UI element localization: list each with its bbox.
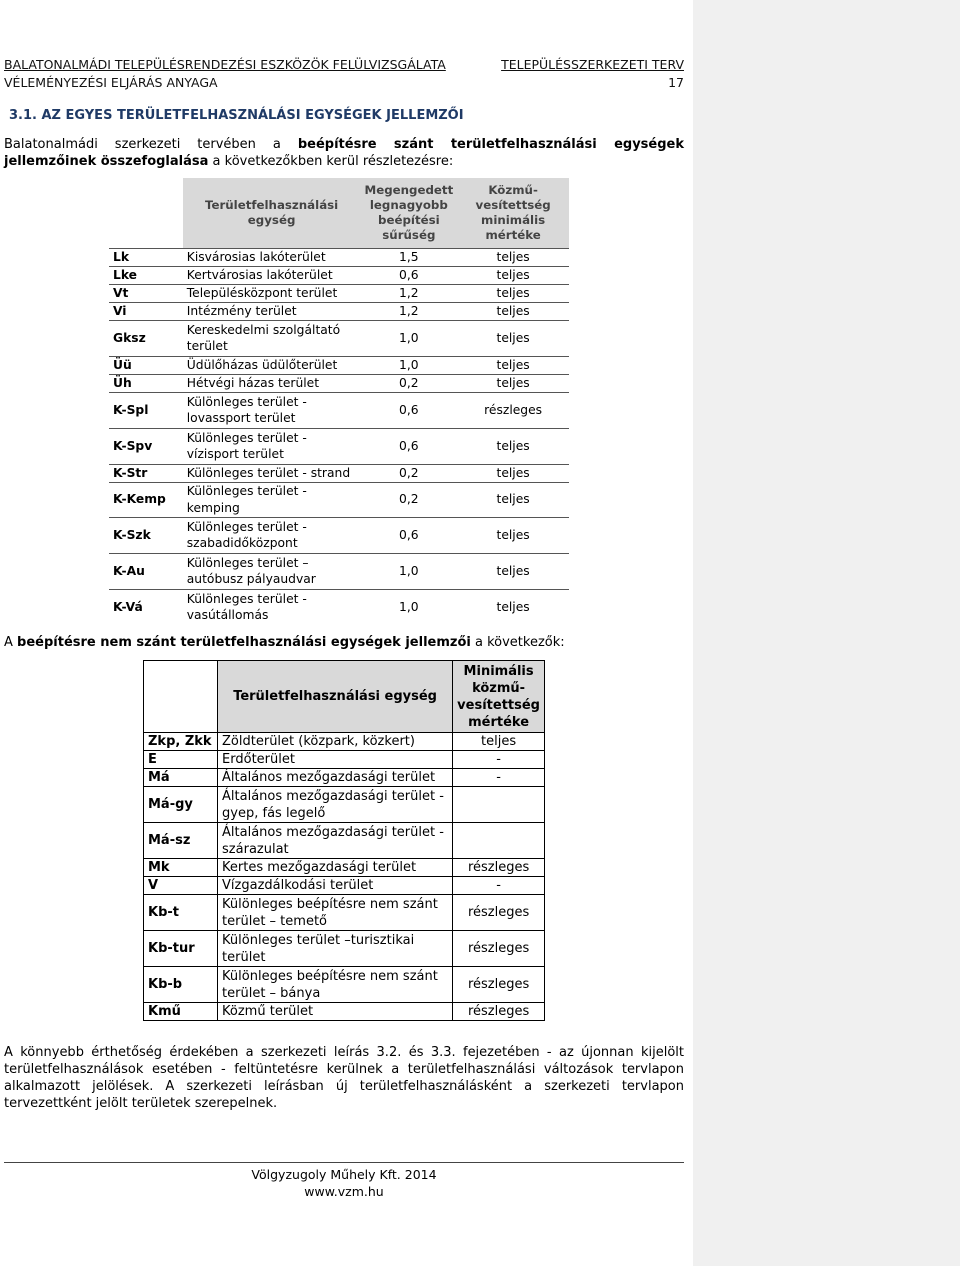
utility-level: részleges bbox=[457, 392, 569, 428]
header-density-line: beépítési bbox=[378, 212, 440, 227]
unit-name: Üdülőházas üdülőterület bbox=[183, 356, 361, 374]
page-number: 17 bbox=[668, 75, 684, 90]
header-utility-label bbox=[453, 661, 545, 733]
header-density-line: legnagyobb bbox=[369, 197, 448, 212]
unit-code: V bbox=[144, 877, 218, 895]
table-row bbox=[109, 464, 569, 482]
unit-code: Vt bbox=[109, 284, 183, 302]
unit-code: Kmű bbox=[144, 1003, 218, 1021]
density-value: 0,6 bbox=[360, 517, 457, 553]
non-built-intro-paragraph bbox=[4, 634, 684, 651]
unit-name: Intézmény terület bbox=[183, 302, 361, 320]
utility-level: teljes bbox=[457, 248, 569, 266]
table-row bbox=[144, 823, 545, 859]
header-utility-line: mértéke bbox=[468, 714, 530, 730]
header-density-line: Megengedett bbox=[364, 182, 454, 197]
unit-code: K-Str bbox=[109, 464, 183, 482]
unit-code: Má bbox=[144, 769, 218, 787]
unit-code: Kb-b bbox=[144, 967, 218, 1003]
unit-code: Má-sz bbox=[144, 823, 218, 859]
table-row bbox=[109, 320, 569, 356]
unit-name: Különleges terület - strand bbox=[183, 464, 361, 482]
unit-code: Kb-tur bbox=[144, 931, 218, 967]
footer-company: Völgyzugoly Műhely Kft. 2014 bbox=[251, 1167, 437, 1182]
unit-name: Általános mezőgazdasági terület - gyep, fás legelő bbox=[218, 787, 453, 823]
header-document-title: BALATONALMÁDI TELEPÜLÉSRENDEZÉSI ESZKÖZÖK FELÜLVIZSGÁLATA bbox=[4, 57, 446, 72]
table-row bbox=[144, 859, 545, 877]
unit-code: Mk bbox=[144, 859, 218, 877]
table-row bbox=[109, 356, 569, 374]
header-utility-line: vesítettség bbox=[457, 697, 540, 713]
utility-level: teljes bbox=[457, 553, 569, 589]
unit-name: Zöldterület (közpark, közkert) bbox=[218, 733, 453, 751]
header-utility-label bbox=[457, 178, 569, 248]
unit-code: K-Au bbox=[109, 553, 183, 589]
unit-name: Kertes mezőgazdasági terület bbox=[218, 859, 453, 877]
unit-code: Lke bbox=[109, 266, 183, 284]
unit-code: Üh bbox=[109, 374, 183, 392]
utility-level: teljes bbox=[457, 356, 569, 374]
table-row bbox=[109, 482, 569, 517]
unit-name: Hétvégi házas terület bbox=[183, 374, 361, 392]
unit-code: E bbox=[144, 751, 218, 769]
header-utility-line: mértéke bbox=[485, 227, 541, 242]
table-row bbox=[109, 374, 569, 392]
table-row bbox=[144, 787, 545, 823]
built-up-units-table bbox=[109, 178, 569, 625]
table-row bbox=[144, 1003, 545, 1021]
utility-level: részleges bbox=[453, 967, 545, 1003]
unit-name: Vízgazdálkodási terület bbox=[218, 877, 453, 895]
unit-code: Má-gy bbox=[144, 787, 218, 823]
footer-divider bbox=[4, 1162, 684, 1163]
unit-code: K-Vá bbox=[109, 589, 183, 625]
utility-level: teljes bbox=[457, 320, 569, 356]
unit-code: Lk bbox=[109, 248, 183, 266]
utility-level bbox=[453, 823, 545, 859]
density-value: 1,5 bbox=[360, 248, 457, 266]
intro-paragraph bbox=[4, 136, 684, 170]
unit-name: Különleges terület - vízisport terület bbox=[183, 428, 361, 464]
table-row bbox=[109, 266, 569, 284]
unit-name: Különleges terület – autóbusz pályaudvar bbox=[183, 553, 361, 589]
header-utility-line: minimális bbox=[481, 212, 546, 227]
intro-text-c: a következőkben kerül részletezésre: bbox=[208, 154, 454, 169]
unit-name: Különleges terület –turisztikai terület bbox=[218, 931, 453, 967]
utility-level: részleges bbox=[453, 895, 545, 931]
header-density-line: sűrűség bbox=[382, 227, 436, 242]
header-utility-line: vesítettség bbox=[475, 197, 551, 212]
unit-name: Különleges terület - vasútállomás bbox=[183, 589, 361, 625]
page-footer bbox=[4, 1166, 684, 1200]
unit-name: Kertvárosias lakóterület bbox=[183, 266, 361, 284]
table-row bbox=[144, 769, 545, 787]
utility-level: teljes bbox=[457, 374, 569, 392]
table-row bbox=[109, 302, 569, 320]
density-value: 0,6 bbox=[360, 428, 457, 464]
utility-level: részleges bbox=[453, 859, 545, 877]
density-value: 1,0 bbox=[360, 320, 457, 356]
unit-name: Különleges beépítésre nem szánt terület – bánya bbox=[218, 967, 453, 1003]
unit-name: Különleges terület - lovassport terület bbox=[183, 392, 361, 428]
density-value: 1,0 bbox=[360, 356, 457, 374]
utility-level: teljes bbox=[457, 302, 569, 320]
header-plan-type: TELEPÜLÉSSZERKEZETI TERV bbox=[501, 57, 684, 72]
table-header-row bbox=[144, 661, 545, 733]
side-margin-band bbox=[693, 0, 960, 1266]
unit-code: Kb-t bbox=[144, 895, 218, 931]
table-row bbox=[144, 895, 545, 931]
unit-name: Általános mezőgazdasági terület bbox=[218, 769, 453, 787]
header-utility-line: Közmű- bbox=[488, 182, 538, 197]
table-header-row bbox=[109, 178, 569, 248]
unit-code: Üü bbox=[109, 356, 183, 374]
unit-name: Kereskedelmi szolgáltató terület bbox=[183, 320, 361, 356]
unit-code: Vi bbox=[109, 302, 183, 320]
table-row bbox=[144, 967, 545, 1003]
table-row bbox=[144, 751, 545, 769]
unit-code: K-Spl bbox=[109, 392, 183, 428]
header-unit-label: Területfelhasználási egység bbox=[218, 661, 453, 733]
unit-name: Kisvárosias lakóterület bbox=[183, 248, 361, 266]
density-value: 1,0 bbox=[360, 589, 457, 625]
table-row bbox=[109, 517, 569, 553]
intro-text-bold: beépítésre szánt területfelhasználási egységek jellemzőinek összefoglalása bbox=[4, 137, 684, 169]
utility-level: teljes bbox=[457, 589, 569, 625]
unit-name: Különleges terület - kemping bbox=[183, 482, 361, 517]
table-row bbox=[109, 553, 569, 589]
unit-name: Erdőterület bbox=[218, 751, 453, 769]
utility-level: teljes bbox=[457, 266, 569, 284]
unit-code: Zkp, Zkk bbox=[144, 733, 218, 751]
density-value: 0,2 bbox=[360, 374, 457, 392]
density-value: 1,2 bbox=[360, 302, 457, 320]
density-value: 0,6 bbox=[360, 266, 457, 284]
utility-level: teljes bbox=[457, 517, 569, 553]
unit-name: Településközpont terület bbox=[183, 284, 361, 302]
utility-level: teljes bbox=[457, 482, 569, 517]
header-procedure: VÉLEMÉNYEZÉSI ELJÁRÁS ANYAGA bbox=[4, 75, 218, 90]
utility-level: teljes bbox=[457, 428, 569, 464]
header-density-label bbox=[360, 178, 457, 248]
unit-code: K-Szk bbox=[109, 517, 183, 553]
unit-name: Különleges terület - szabadidőközpont bbox=[183, 517, 361, 553]
header-blank-cell bbox=[144, 661, 218, 733]
utility-level: - bbox=[453, 751, 545, 769]
unit-name: Általános mezőgazdasági terület - szárazulat bbox=[218, 823, 453, 859]
table-row bbox=[109, 428, 569, 464]
para2-text-c: a következők: bbox=[470, 635, 565, 650]
utility-level: részleges bbox=[453, 931, 545, 967]
utility-level: - bbox=[453, 769, 545, 787]
header-blank-cell bbox=[109, 178, 183, 248]
page-header bbox=[4, 56, 684, 92]
table-row bbox=[109, 248, 569, 266]
para2-text-a: A bbox=[4, 635, 18, 650]
table-row bbox=[109, 392, 569, 428]
utility-level: részleges bbox=[453, 1003, 545, 1021]
utility-level bbox=[453, 787, 545, 823]
table-row bbox=[144, 877, 545, 895]
para2-text-bold: beépítésre nem szánt területfelhasználási egységek jellemzői bbox=[17, 635, 471, 650]
density-value: 0,6 bbox=[360, 392, 457, 428]
utility-level: teljes bbox=[453, 733, 545, 751]
closing-paragraph: A könnyebb érthetőség érdekében a szerkezeti leírás 3.2. és 3.3. fejezetében - az újonnan kijelölt területfelhasználások esetében - feltüntetésre kerülnek a területfelhasználási változások tervlapon alkalmazott jelölések. A szerkezeti leírásban új területfelhasználásként a szerkezeti tervlapon tervezettként jelölt területek szerepelnek. bbox=[4, 1045, 684, 1111]
utility-level: teljes bbox=[457, 284, 569, 302]
unit-code: K-Spv bbox=[109, 428, 183, 464]
header-unit-label: Területfelhasználási egység bbox=[183, 178, 361, 248]
footer-website: www.vzm.hu bbox=[304, 1184, 384, 1199]
header-utility-line: Minimális bbox=[463, 663, 534, 679]
header-utility-line: közmű- bbox=[472, 680, 526, 696]
table-row bbox=[144, 931, 545, 967]
table-row bbox=[109, 284, 569, 302]
density-value: 0,2 bbox=[360, 464, 457, 482]
section-title: 3.1. AZ EGYES TERÜLETFELHASZNÁLÁSI EGYSÉGEK JELLEMZŐI bbox=[9, 108, 464, 123]
unit-code: K-Kemp bbox=[109, 482, 183, 517]
unit-name: Közmű terület bbox=[218, 1003, 453, 1021]
table-row bbox=[144, 733, 545, 751]
density-value: 0,2 bbox=[360, 482, 457, 517]
density-value: 1,2 bbox=[360, 284, 457, 302]
utility-level: - bbox=[453, 877, 545, 895]
unit-name: Különleges beépítésre nem szánt terület – temető bbox=[218, 895, 453, 931]
table-row bbox=[109, 589, 569, 625]
density-value: 1,0 bbox=[360, 553, 457, 589]
utility-level: teljes bbox=[457, 464, 569, 482]
unit-code: Gksz bbox=[109, 320, 183, 356]
intro-text-a: Balatonalmádi szerkezeti tervében a bbox=[4, 137, 298, 152]
non-built-units-table bbox=[143, 660, 545, 1021]
